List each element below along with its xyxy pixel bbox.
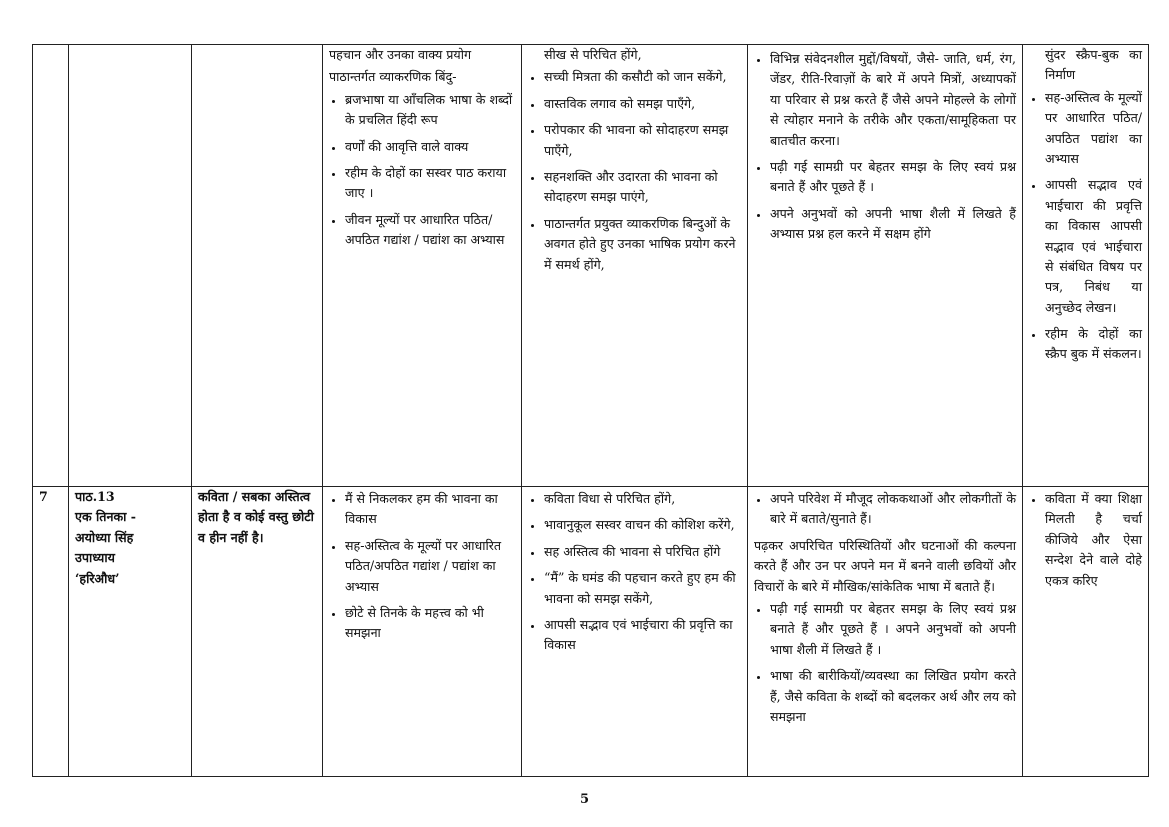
cell-lesson [69,45,192,487]
list-item: • ब्रजभाषा या आँचलिक भाषा के शब्दों के प्रचलित हिंदी रूप [345,90,515,131]
list-item: • “मैं” के घमंड की पहचान करते हुए हम की भावना को समझ सकेंगे, [544,568,741,609]
outcome-list [528,489,741,656]
content-list [329,90,515,251]
lesson-line: एक तिनका - [75,509,136,525]
list-item: • छोटे से तिनके के महत्त्व को भी समझना [345,603,515,644]
cell-assessment [1023,487,1149,777]
cell-content [323,487,522,777]
curriculum-table [32,44,1149,777]
assessment-intro: सुंदर स्क्रैप-बुक का निर्माण [1045,47,1142,83]
table-row [33,45,1149,487]
list-item: • अपने परिवेश में मौजूद लोककथाओं और लोकगीतों के बारे में बताते/सुनाते हैं। [770,489,1016,530]
cell-outcomes [522,487,748,777]
lesson-line: उपाध्याय [75,550,115,566]
list-item: • कविता विधा से परिचित होंगे, [544,489,741,509]
content-list [329,489,515,644]
list-item: • सच्ची मित्रता की कसौटी को जान सकेंगे, [544,67,741,87]
outcome-list [528,67,741,275]
table-row [33,487,1149,777]
list-item: • अपने अनुभवों को अपनी भाषा शैली में लिखते हैं अभ्यास प्रश्न हल करने में सक्षम होंगे [770,204,1016,245]
list-item: • भावानुकूल सस्वर वाचन की कोशिश करेंगे, [544,515,741,535]
outcome-intro: सीख से परिचित होंगे, [544,47,642,62]
content-intro-line: पहचान और उनका वाक्य प्रयोग [329,47,472,62]
assessment-list [1029,88,1142,365]
list-item: • रहीम के दोहों का सस्वर पाठ कराया जाए । [345,163,515,204]
lesson-line: ‘हरिऔध’ [75,570,120,586]
list-item: • पढ़ी गई सामग्री पर बेहतर समझ के लिए स्वयं प्रश्न बनाते हैं और पूछते हैं । [770,157,1016,198]
lesson-line: पाठ.13 [75,489,115,504]
assessment-list [1029,489,1142,591]
cell-content [323,45,522,487]
activity-list [754,599,1016,727]
activity-paragraph: पढ़कर अपरिचित परिस्थितियों और घटनाओं की कल्पना करते हैं और उन पर अपने मन में बनने वाली छवियों और विचारों के बारे में मौखिक/सांकेतिक भाषा में बताते हैं। [754,537,1016,594]
cell-activities [748,487,1023,777]
list-item: • सह अस्तित्व की भावना से परिचित होंगे [544,542,741,562]
list-item: • वास्तविक लगाव को समझ पाएँगे, [544,94,741,114]
list-item: • जीवन मूल्यों पर आधारित पठित/अपठित गद्यांश / पद्यांश का अभ्यास [345,210,515,251]
cell-assessment [1023,45,1149,487]
cell-lesson [69,487,192,777]
list-item: • परोपकार की भावना को सोदाहरण समझ पाएँगे, [544,120,741,161]
list-item: • रहीम के दोहों का स्क्रैप बुक में संकलन। [1045,324,1142,365]
list-item: • वर्णों की आवृत्ति वाले वाक्य [345,137,515,157]
activity-list [754,49,1016,245]
lesson-line: अयोध्या सिंह [75,529,134,545]
list-item: • आपसी सद्भाव एवं भाईचारा की प्रवृत्ति का विकास [544,615,741,656]
page-number: 5 [579,792,590,807]
list-item: • सह-अस्तित्व के मूल्यों पर आधारित पठित/अपठित गद्यांश / पद्यांश का अभ्यास [345,536,515,597]
list-item: • सहनशक्ति और उदारता की भावना को सोदाहरण समझ पाएंगे, [544,167,741,208]
cell-theme: कविता / सबका अस्तित्व होता है व कोई वस्तु छोटी व हीन नहीं है। [192,487,323,777]
list-item: • मैं से निकलकर हम की भावना का विकास [345,489,515,530]
cell-number: 7 [33,487,69,777]
content-intro-line: पाठान्तर्गत व्याकरणिक बिंदु- [329,69,457,85]
activity-list [754,489,1016,530]
list-item: • भाषा की बारीकियों/व्यवस्था का लिखित प्रयोग करते हैं, जैसे कविता के शब्दों को बदलकर अर्थ और लय को समझना [770,666,1016,727]
list-item: • पढ़ी गई सामग्री पर बेहतर समझ के लिए स्वयं प्रश्न बनाते हैं और पूछते हैं । अपने अनुभवों को अपनी भाषा शैली में लिखते हैं । [770,599,1016,660]
list-item: • कविता में क्या शिक्षा मिलती है चर्चा कीजिये और ऐसा सन्देश देने वाले दोहे एकत्र करिए [1045,489,1142,591]
list-item: • पाठान्तर्गत प्रयुक्त व्याकरणिक बिन्दुओं के अवगत होते हुए उनका भाषिक प्रयोग करने में समर्थ होंगे, [544,214,741,275]
cell-number [33,45,69,487]
cell-theme [192,45,323,487]
cell-outcomes [522,45,748,487]
list-item: • सह-अस्तित्व के मूल्यों पर आधारित पठित/अपठित पद्यांश का अभ्यास [1045,88,1142,170]
list-item: • विभिन्न संवेदनशील मुद्दों/विषयों, जैसे- जाति, धर्म, रंग, जेंडर, रीति-रिवाज़ों के बारे में अपने मित्रों, अध्यापकों या परिवार से प्रश्न करते हैं जैसे अपने मोहल्ले के लोगों से त्योहार मनाने के तरीके और एकता/सामूहिकता पर बातचीत करना। [770,49,1016,151]
list-item: • आपसी सद्भाव एवं भाईचारा की प्रवृत्ति का विकास आपसी सद्भाव एवं भाईचारा से संबंधित विषय पर पत्र, निबंध या अनुच्छेद लेखन। [1045,175,1142,318]
cell-activities [748,45,1023,487]
